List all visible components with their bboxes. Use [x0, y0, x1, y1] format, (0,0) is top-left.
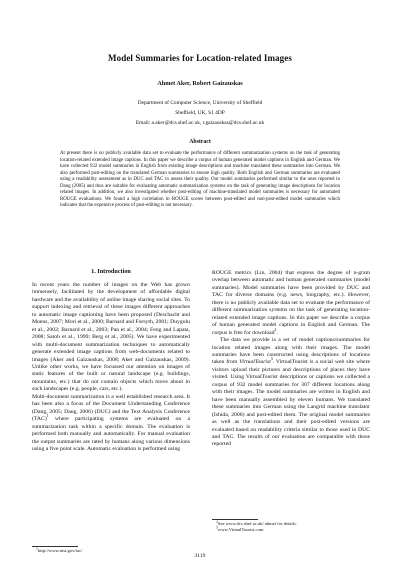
right-paragraph-2-text-b: . VirtualTourist is a social web site where visitors upload their pictures and descriptions of places they have visited. Using VirtualTourist descriptions or captions we collected a corpus of 932 model summaries for 307 different locations along with their images. The model summaries are written in English and have been manually assembled by eleven humans. We translated these summaries into German using the Langrid machine translator (Ishida, 2006) and post-edited them. The original model summaries as well as the translations and their post-edited versions are evaluated based on readability criteria similar to those used in DUC and TAC. The results of our evaluation are comparable with those reported — [212, 359, 370, 448]
footnote-marker-3: 3 — [270, 357, 273, 362]
intro-paragraph-2-rest: where participating systems are evaluated on a summarization task within a specific domain. The evaluation is performed both manually and automatically. For manual evaluation the output summaries are rated by humans along various dimensions using a five point scale. Automatic evaluation is performed using — [32, 416, 190, 452]
footnote-marker-2: 2 — [274, 327, 277, 332]
intro-paragraph-2 — [32, 394, 190, 454]
footnote-divider-left — [32, 546, 78, 547]
left-column — [32, 282, 190, 453]
author-names: Ahmet Aker, Robert Gaizauskas — [157, 80, 243, 87]
footnote-3-number: 3 — [216, 525, 218, 530]
right-column — [212, 270, 370, 449]
right-paragraph-2-text-a: The data we provide is a set of model captions/summaries for location related images along with their images. The model summaries have been constructed using descriptions of locations taken from — [212, 337, 370, 366]
affiliation-city: Sheffield, UK, S1 4DP — [175, 110, 225, 116]
abstract-heading: Abstract — [189, 139, 211, 145]
right-paragraph-2 — [212, 337, 370, 449]
footnote-marker-1: 1 — [46, 414, 49, 419]
footnote-1-text: http://www.nist.gov/tac/ — [37, 548, 83, 553]
affiliation-email: Email: a.aker@dcs.shef.ac.uk, r.gaizauskas@dcs.shef.ac.uk — [135, 120, 265, 126]
footnote-1-number: 1 — [36, 546, 38, 551]
right-paragraph-1-end: . — [276, 329, 278, 336]
paper-title: Model Summaries for Location-related Images — [108, 53, 292, 63]
section-heading-introduction: 1. Introduction — [91, 268, 131, 275]
abstract-text: At present there is no publicly available data set to evaluate the performance of different summarization systems on the task of generating location-related extended image captions. In this paper we describe a corpus of human generated model captions in English and German. We have collected 932 model summaries in English from existing image descriptions and machine translated these summaries into German. We also performed post-editing on the translated German summaries to ensure high quality. Both English and German summaries are evaluated using a readability assessment as in DUC and TAC to assess their quality. Our model summaries performed similar to the ones reported in Dang (2005) and thus are suitable for evaluating automatic summarization systems on the task of generating image descriptions for location related images. In addition, we also investigated whether post-editing of machine-translated model summaries is necessary for automated ROUGE evaluations. We found a high correlation in ROUGE scores between post-edited and non-post-edited model summaries which indicates that the expensive process of post-editing is not necessary. — [60, 151, 340, 209]
footnote-3 — [216, 527, 297, 533]
intro-paragraph-2-text: Multi-document summarization is a well established research area. It has been also a focus of the Document Understanding Conference (Dang, 2005; Dang, 2006) (DUC) and the Text Analysis Conference (TAC) — [32, 393, 190, 423]
footnote-2-number: 2 — [216, 519, 218, 524]
footnote-2-text: See www.dcs.shef.ac.uk/ ahmet for details. — [217, 521, 297, 526]
right-paragraph-1-text: ROUGE metrics (Lin, 2004) that express the degree of n-gram overlap between automatic and human generated summaries (model summaries). Model summaries have been provided by DUC and TAC for diverse domains (e.g. news, biography, etc.). However, there is no publicly available data set to evaluate the performance of different summarization systems on the task of generating location-related extended image captions. In this paper we describe a corpus of human generated model captions in English and German. The corpus is free for download — [212, 270, 370, 336]
footnote-3-text: www.VirtualTourist.com — [217, 527, 264, 533]
right-paragraph-1 — [212, 270, 370, 337]
affiliation-department: Department of Computer Science, University of Sheffield — [137, 100, 263, 106]
footnotes-right — [216, 521, 297, 534]
intro-paragraph-1: In recent years the number of images on the Web has grown immensely, facilitated by the development of affordable digital hardware and the availability of online image sharing social sites. To support indexing and retrieval of these images different approaches to automatic image captioning have been proposed (Deschacht and Moens, 2007; Mori et al., 2000; Barnard and Forsyth, 2001; Duygulu et al., 2002; Barnard et al., 2003; Pan et al., 2004; Feng and Lapata, 2008; Satoh et al., 1999; Berg et al., 2005). We have experimented with multi-document summarization techniques to automatically generate extended image captions from web-documents related to images (Aker and Gaizauskas, 2008; Aker and Gaizauskas, 2009). Unlike other works, we have focussed our attention on images of static features of the built or natural landscape (e.g. buildings, mountains, etc.) that do not contain objects which move about in such landscapes (e.g. people, cars, etc.). — [32, 282, 190, 393]
virtualtourist-italic: VirtualTourist — [239, 359, 271, 366]
page-number: 3119 — [194, 553, 206, 559]
footnote-divider-right — [212, 519, 258, 520]
affiliation-block — [0, 98, 400, 128]
